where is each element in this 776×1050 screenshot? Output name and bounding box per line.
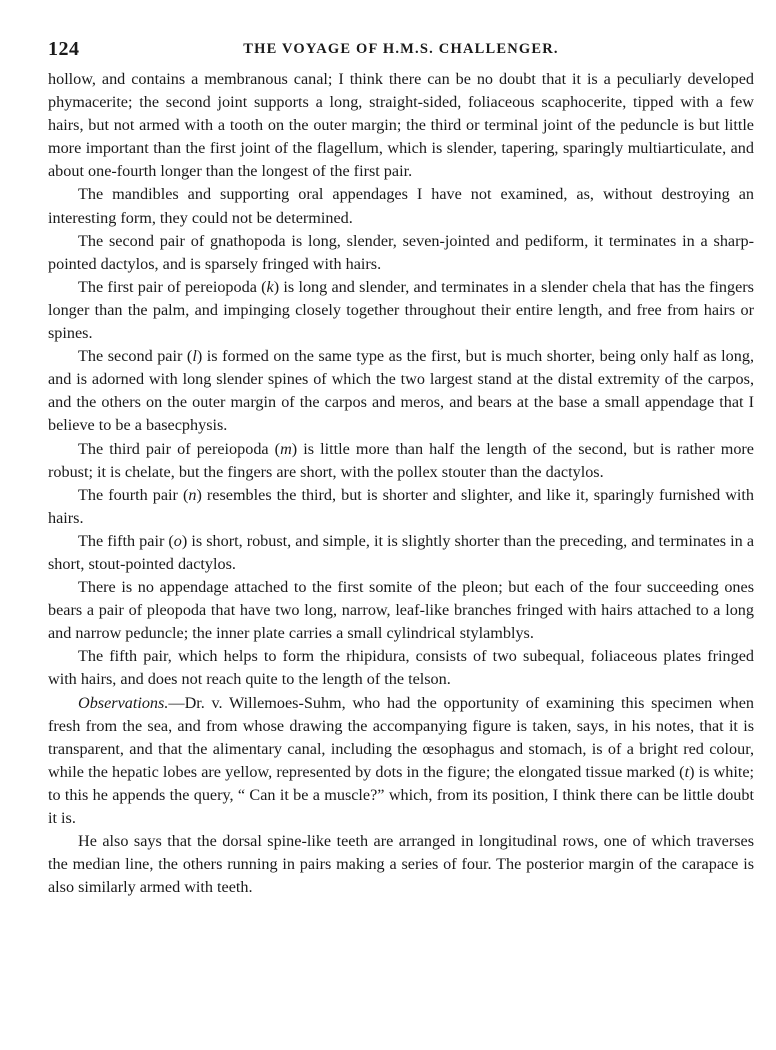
text-segment: The first pair of pereiopoda ( bbox=[78, 277, 267, 296]
paragraph-fifth-pair bbox=[48, 530, 754, 576]
text-segment: ) is long and slender, and terminates in a slender chela that has the fingers longer than the palm, and impinging closely together throughout their entire length, and free from hairs or spines. bbox=[48, 277, 754, 343]
text-segment: ) is formed on the same type as the first, but is much shorter, being only half as long, and is adorned with long slender spines of which the two largest stand at the distal extremity of the carpos, and the others on the outer margin of the carpos and meros, and bears at the base a small appendage that I believe to be a basecphysis. bbox=[48, 347, 754, 435]
paragraph-mandibles: The mandibles and supporting oral appendages I have not examined, as, without destroying an interesting form, they could not be determined. bbox=[48, 185, 754, 227]
body-text bbox=[48, 68, 754, 899]
running-title: THE VOYAGE OF H.M.S. CHALLENGER. bbox=[243, 41, 559, 57]
observations-heading: Observations. bbox=[78, 693, 169, 712]
figure-reference-k: k bbox=[266, 277, 274, 296]
figure-reference-o: o bbox=[173, 531, 182, 550]
text-segment: —Dr. v. Willemoes-Suhm, who had the opportunity of examining this specimen when fresh from the sea, and from whose drawing the accompanying figure is taken, says, in his notes, that it is transparent, and that the alimentary canal, including the œsophagus and stomach, is of a bright red colour, while the hepatic lobes are yellow, represented by dots in the figure; the elongated tissue marked ( bbox=[48, 693, 754, 781]
text-segment: ) is little more than half the length of the second, but is rather more robust; it is chelate, but the fingers are short, with the pollex stouter than the dactylos. bbox=[48, 439, 754, 481]
figure-reference-n: n bbox=[188, 485, 197, 504]
paragraph-pleopoda: There is no appendage attached to the first somite of the pleon; but each of the four succeeding ones bears a pair of pleopoda that have two long, narrow, leaf-like branches fringed with hairs attached to a long and narrow peduncle; the inner plate carries a small cylindrical stylamblys. bbox=[48, 578, 754, 643]
figure-reference-m: m bbox=[280, 439, 292, 458]
figure-reference-t: t bbox=[684, 762, 690, 781]
text-segment: ) is short, robust, and simple, it is slightly shorter than the preceding, and terminates in a short, stout-pointed dactylos. bbox=[48, 531, 755, 573]
paragraph-first-pereiopoda bbox=[48, 276, 754, 345]
page-number: 124 bbox=[48, 38, 80, 60]
text-segment: The third pair of pereiopoda ( bbox=[78, 439, 281, 458]
text-segment: The second pair ( bbox=[78, 347, 193, 366]
paragraph-fourth-pair bbox=[48, 484, 754, 530]
paragraph-rhipidura: The fifth pair, which helps to form the rhipidura, consists of two subequal, foliaceous plates fringed with hairs, and does not reach quite to the length of the telson. bbox=[48, 647, 754, 689]
text-segment: The fifth pair ( bbox=[78, 531, 174, 550]
text-segment: The fourth pair ( bbox=[78, 485, 189, 504]
paragraph-antennule-continued: hollow, and contains a membranous canal; I think there can be no doubt that it is a peculiarly developed phymacerite; the second joint supports a long, straight-sided, foliaceous scaphocerite, tipped with a few hairs, but not armed with a tooth on the outer margin; the third or terminal joint of the peduncle is but little more important than the first joint of the flagellum, which is slender, tapering, sparingly multiarticulate, and about one-fourth longer than the longest of the first pair. bbox=[48, 70, 754, 181]
text-segment: ) is white; to this he appends the query, “ Can it be a muscle?” which, from its position, I think there can be little doubt it is. bbox=[48, 762, 754, 827]
paragraph-observations bbox=[48, 692, 754, 831]
paragraph-dorsal-teeth: He also says that the dorsal spine-like teeth are arranged in longitudinal rows, one of which traverses the median line, the others running in pairs making a series of four. The posterior margin of the carapace is also similarly armed with teeth. bbox=[48, 832, 754, 897]
figure-reference-l: l bbox=[192, 347, 197, 366]
paragraph-gnathopoda: The second pair of gnathopoda is long, slender, seven-jointed and pediform, it terminates in a sharp-pointed dactylos, and is sparsely fringed with hairs. bbox=[48, 231, 754, 273]
paragraph-second-pair bbox=[48, 345, 754, 437]
document-page bbox=[48, 38, 754, 899]
running-head bbox=[48, 38, 754, 68]
paragraph-third-pair bbox=[48, 438, 754, 484]
text-segment: ) resembles the third, but is shorter and slighter, and like it, sparingly furnished with hairs. bbox=[48, 485, 754, 527]
